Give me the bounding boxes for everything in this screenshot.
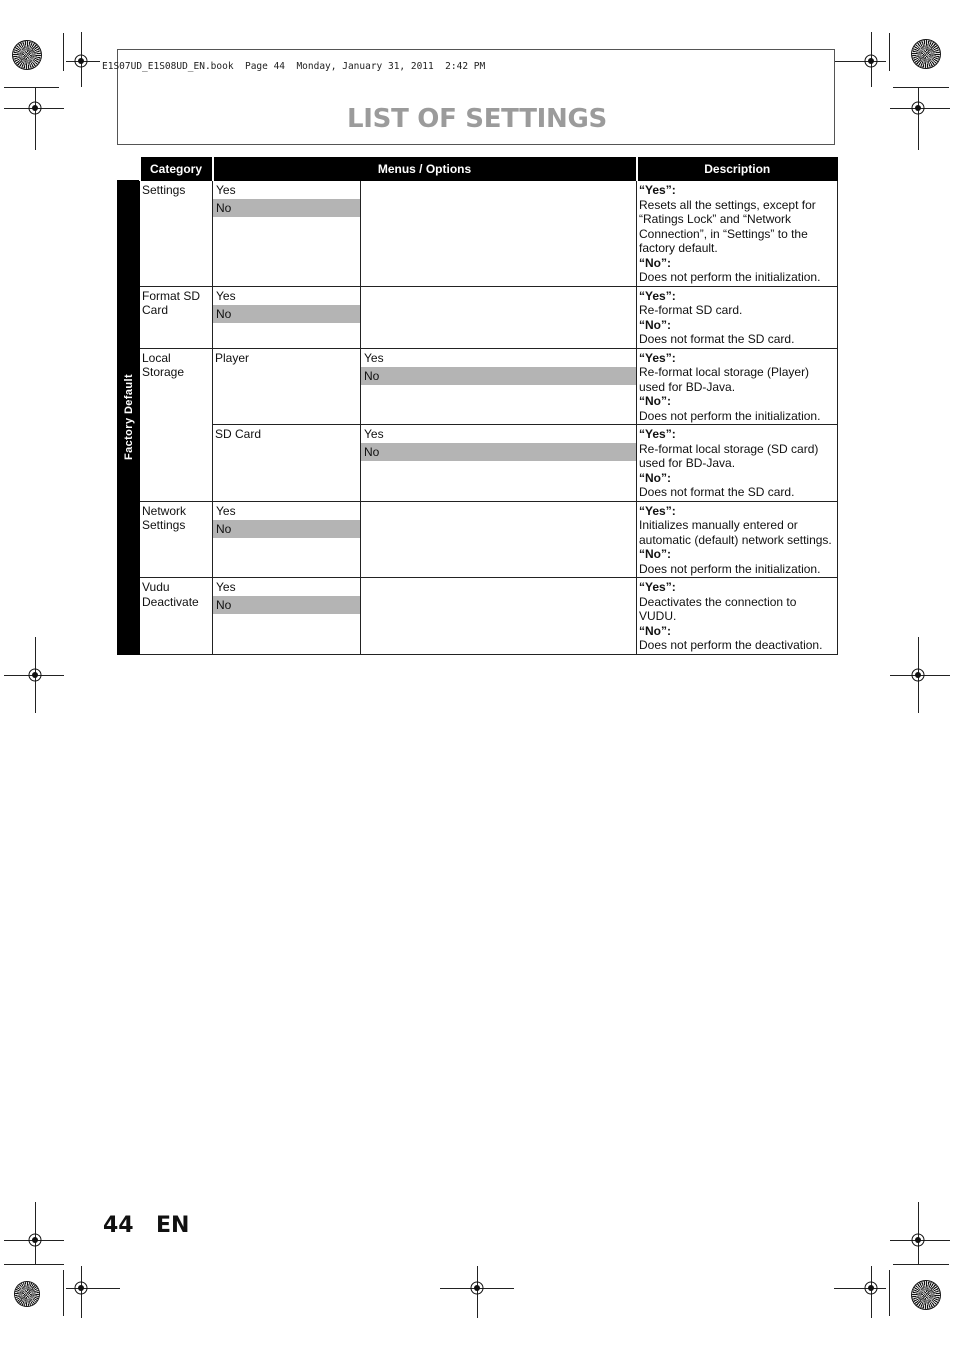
desc-yes-label: “Yes”: xyxy=(639,427,676,441)
desc-no-text: Does not perform the deactivation. xyxy=(639,638,823,652)
desc-yes-text: Re-format local storage (SD card) used for BD-Java. xyxy=(639,441,819,470)
table-row xyxy=(118,501,838,578)
description-cell xyxy=(637,348,838,425)
registration-mark-icon xyxy=(26,666,44,684)
empty-option-cell xyxy=(361,181,637,287)
color-target-icon xyxy=(912,40,940,68)
desc-yes-label: “Yes”: xyxy=(639,580,676,594)
page-number: 44 xyxy=(103,1213,134,1238)
table-row xyxy=(118,425,838,502)
registration-mark-icon xyxy=(72,52,90,70)
registration-mark-icon xyxy=(909,1231,927,1249)
option-no-default: No xyxy=(213,596,360,614)
category-cell: Network Settings xyxy=(140,501,213,578)
desc-yes-label: “Yes”: xyxy=(639,288,676,303)
options-cell xyxy=(361,348,637,425)
desc-no-label: “No”: xyxy=(639,255,671,270)
option-no-default: No xyxy=(361,367,636,385)
desc-yes-label: “Yes”: xyxy=(639,503,676,518)
options-cell xyxy=(213,578,361,655)
registration-mark-icon xyxy=(862,52,880,70)
registration-mark-icon xyxy=(468,1279,486,1297)
option-yes: Yes xyxy=(216,288,236,303)
option-no-default: No xyxy=(213,520,360,538)
description-cell xyxy=(637,501,838,578)
desc-no-text: Does not perform the initialization. xyxy=(639,561,821,576)
table-header-blank xyxy=(118,158,140,181)
empty-option-cell xyxy=(361,578,637,655)
options-cell xyxy=(361,425,637,502)
category-cell: Vudu Deactivate xyxy=(140,578,213,655)
options-cell xyxy=(213,181,361,287)
page-title: LIST OF SETTINGS xyxy=(347,104,607,134)
color-target-icon xyxy=(912,1281,940,1309)
description-cell xyxy=(637,578,838,655)
option-yes: Yes xyxy=(216,503,236,518)
option-yes: Yes xyxy=(216,183,236,197)
registration-mark-icon xyxy=(26,1231,44,1249)
options-cell xyxy=(213,286,361,348)
side-category-band xyxy=(118,181,140,655)
desc-yes-label: “Yes”: xyxy=(639,350,676,365)
desc-yes-text: Re-format local storage (Player) used for BD-Java. xyxy=(639,365,810,394)
registration-mark-icon xyxy=(72,1279,90,1297)
desc-no-label: “No”: xyxy=(639,317,671,332)
category-cell: Settings xyxy=(140,181,213,287)
option-yes: Yes xyxy=(364,427,384,441)
table-row xyxy=(118,181,838,287)
color-target-icon xyxy=(13,41,41,69)
option-no-default: No xyxy=(213,199,360,217)
sub-category-cell: SD Card xyxy=(213,425,361,502)
desc-yes-text: Re-format SD card. xyxy=(639,303,743,317)
desc-no-text: Does not perform the initialization. xyxy=(639,270,821,284)
description-cell xyxy=(637,286,838,348)
header-menus-options: Menus / Options xyxy=(213,158,637,181)
desc-yes-text: Initializes manually entered or automatic (default) network settings. xyxy=(639,518,832,547)
header-category: Category xyxy=(140,158,213,181)
option-no-default: No xyxy=(213,305,360,323)
table-header-row xyxy=(118,158,838,181)
color-target-icon xyxy=(15,1282,39,1306)
registration-mark-icon xyxy=(862,1279,880,1297)
sub-category-cell: Player xyxy=(213,348,361,425)
file-info-line: E1S07UD_E1S08UD_EN.book Page 44 Monday, January 31, 2011 2:42 PM xyxy=(102,61,486,72)
desc-no-label: “No”: xyxy=(639,623,671,638)
table-row xyxy=(118,348,838,425)
desc-no-text: Does not perform the initialization. xyxy=(639,408,821,423)
desc-no-text: Does not format the SD card. xyxy=(639,485,795,499)
description-cell xyxy=(637,181,838,287)
header-description: Description xyxy=(637,158,838,181)
desc-no-text: Does not format the SD card. xyxy=(639,332,795,346)
category-cell: Format SD Card xyxy=(140,286,213,348)
desc-no-label: “No”: xyxy=(639,547,671,561)
option-yes: Yes xyxy=(364,350,384,365)
side-category-label: Factory Default xyxy=(122,374,135,461)
category-cell: Local Storage xyxy=(140,348,213,501)
description-cell xyxy=(637,425,838,502)
empty-option-cell xyxy=(361,501,637,578)
registration-mark-icon xyxy=(909,666,927,684)
empty-option-cell xyxy=(361,286,637,348)
desc-no-label: “No”: xyxy=(639,470,671,485)
option-no-default: No xyxy=(361,443,636,461)
table-row xyxy=(118,286,838,348)
desc-yes-text: Resets all the settings, except for “Ratings Lock” and “Network Connection”, in “Settings” to the factory default. xyxy=(639,197,816,255)
settings-table xyxy=(117,157,838,655)
desc-yes-text: Deactivates the connection to VUDU. xyxy=(639,594,797,623)
desc-yes-label: “Yes”: xyxy=(639,183,676,197)
page-language: EN xyxy=(156,1213,190,1238)
options-cell xyxy=(213,501,361,578)
option-yes: Yes xyxy=(216,580,236,594)
desc-no-label: “No”: xyxy=(639,394,671,408)
table-row xyxy=(118,578,838,655)
